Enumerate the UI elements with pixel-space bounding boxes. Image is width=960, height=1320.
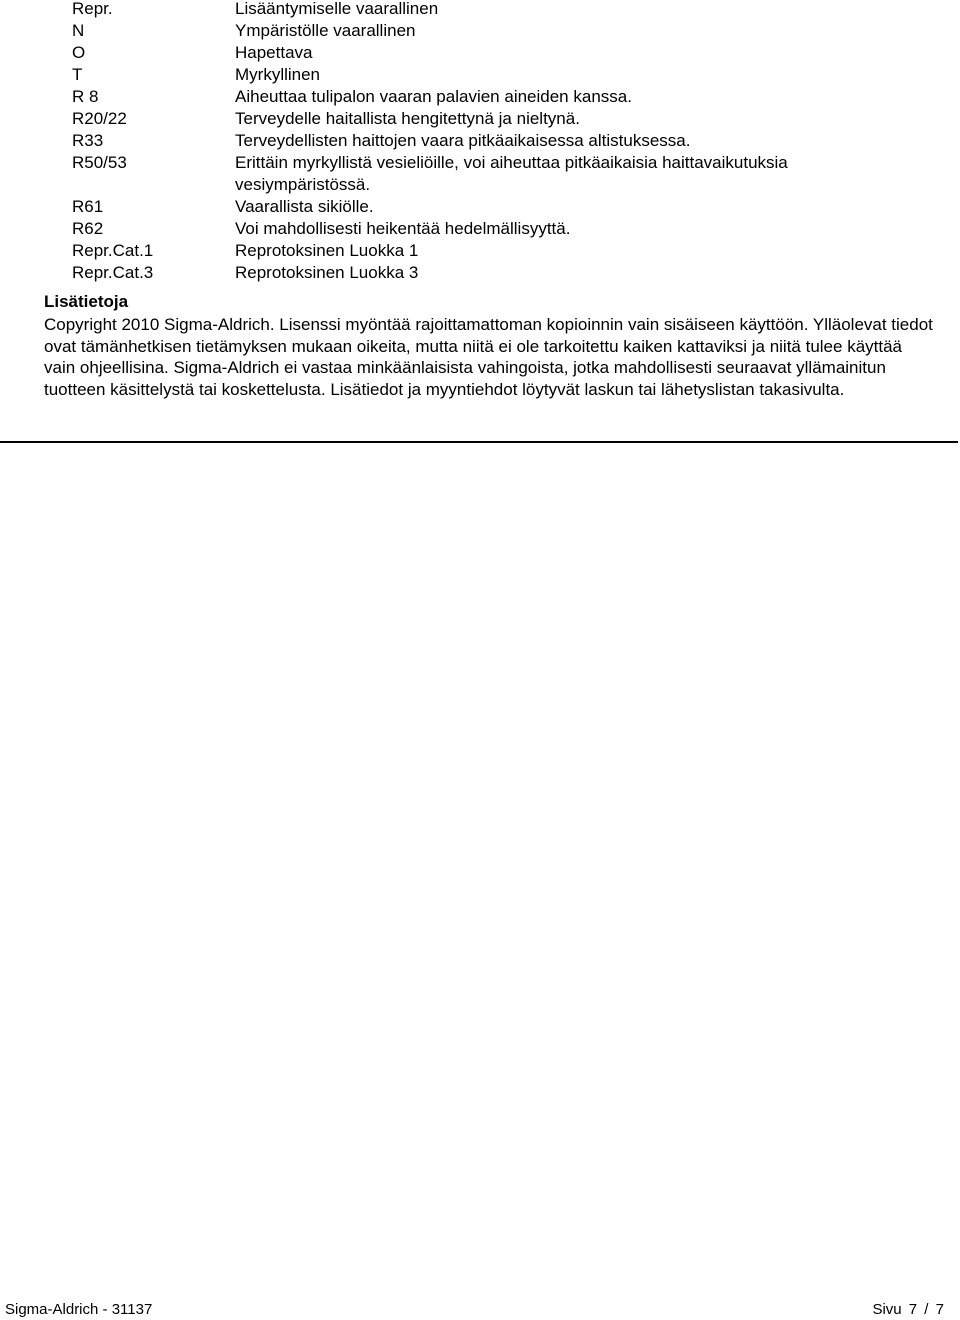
risk-phrase-row <box>0 110 960 132</box>
footer-page-number: Sivu 7 / 7 <box>872 1301 944 1318</box>
risk-phrase-code: O <box>72 43 86 62</box>
risk-phrase-text: Ympäristölle vaarallinen <box>235 21 416 40</box>
risk-phrase-row <box>0 88 960 110</box>
risk-phrase-text: Vaarallista sikiölle. <box>235 197 374 216</box>
risk-phrase-code: N <box>72 21 85 40</box>
risk-phrase-row <box>0 264 960 286</box>
risk-phrase-code: R 8 <box>72 87 99 106</box>
risk-phrase-row <box>0 22 960 44</box>
risk-phrase-code: R61 <box>72 197 104 216</box>
section-divider <box>0 441 958 443</box>
risk-phrase-code: Repr.Cat.3 <box>72 263 154 282</box>
footer-document-id: Sigma-Aldrich - 31137 <box>5 1301 153 1318</box>
risk-phrase-code: Repr. <box>72 0 113 18</box>
more-info-heading: Lisätietoja <box>44 292 129 311</box>
risk-phrase-row <box>0 198 960 220</box>
risk-phrase-row <box>0 44 960 66</box>
risk-phrase-text: Reprotoksinen Luokka 1 <box>235 241 419 260</box>
risk-phrase-list <box>0 0 960 286</box>
risk-phrase-code: R20/22 <box>72 109 127 128</box>
risk-phrase-code: Repr.Cat.1 <box>72 241 154 260</box>
risk-phrase-text: Hapettava <box>235 43 313 62</box>
page-footer <box>0 1300 960 1320</box>
risk-phrase-row <box>0 132 960 154</box>
risk-phrase-text: Erittäin myrkyllistä vesieliöille, voi aiheuttaa pitkäaikaisia haittavaikutuksia vesiympäristössä. <box>235 153 788 194</box>
risk-phrase-text: Voi mahdollisesti heikentää hedelmällisyyttä. <box>235 219 571 238</box>
risk-phrase-row <box>0 66 960 88</box>
risk-phrase-code: R50/53 <box>72 153 127 172</box>
risk-phrase-row <box>0 0 960 22</box>
risk-phrase-text: Myrkyllinen <box>235 65 321 84</box>
risk-phrase-text: Terveydellisten haittojen vaara pitkäaikaisessa altistuksessa. <box>235 131 691 150</box>
risk-phrase-code: T <box>72 65 83 84</box>
risk-phrase-row <box>0 220 960 242</box>
more-info-paragraph: Copyright 2010 Sigma-Aldrich. Lisenssi myöntää rajoittamattoman kopioinnin vain sisäiseen käyttöön. Ylläolevat tiedot ovat tämänhetkisen tietämyksen mukaan oikeita, mutta niitä ei ole tarkoitettu kaiken kattaviksi ja niitä tulee käyttää vain ohjeellisina. Sigma-Aldrich ei vastaa minkäänlaisista vahingoista, jotka mahdollisesti seuraavat yllämainitun tuotteen käsittelystä tai koskettelusta. Lisätiedot ja myyntiehdot löytyvät laskun tai lähetyslistan takasivulta. <box>44 315 933 399</box>
risk-phrase-text: Reprotoksinen Luokka 3 <box>235 263 419 282</box>
risk-phrase-text: Aiheuttaa tulipalon vaaran palavien aineiden kanssa. <box>235 87 632 106</box>
more-info-section <box>44 292 934 400</box>
risk-phrase-row <box>0 154 960 198</box>
risk-phrase-text: Lisääntymiselle vaarallinen <box>235 0 439 18</box>
risk-phrase-text: Terveydelle haitallista hengitettynä ja nieltynä. <box>235 109 580 128</box>
risk-phrase-code: R33 <box>72 131 104 150</box>
risk-phrase-row <box>0 242 960 264</box>
risk-phrase-code: R62 <box>72 219 104 238</box>
